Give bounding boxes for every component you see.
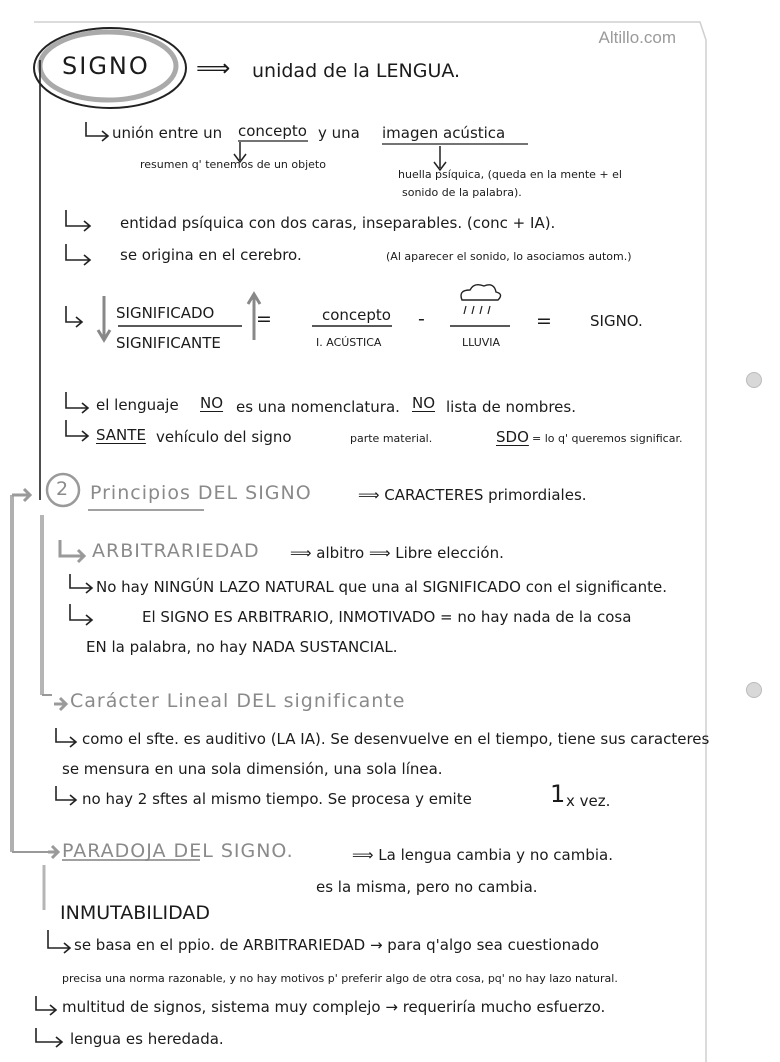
eq-significado: SIGNIFICADO [116,304,215,322]
s2-significar: = lo q' queremos significar. [532,432,683,445]
inmut-line-4: lengua es heredada. [70,1030,224,1048]
paradoja-title: PARADOJA DEL SIGNO. [62,840,294,862]
principios-title: Principios DEL SIGNO [90,482,312,504]
inmut-line-3: multitud de signos, sistema muy complejo → requeriría mucho esfuerzo. [62,998,606,1016]
s2-lenguaje: el lenguaje [96,396,179,414]
lineal-line-1: como el sfte. es auditivo (LA IA). Se desenvuelve en el tiempo, tiene sus caracteres [82,730,710,748]
arb-result: ⟹ albitro ⟹ Libre elección. [290,544,504,562]
eq-equals-2: = [536,310,552,332]
s2-lista: lista de nombres. [446,398,576,416]
watermark: Altillo.com [598,28,676,47]
eq-concepto: concepto [322,306,391,324]
inmut-title: INMUTABILIDAD [60,902,210,924]
eq-lluvia: LLUVIA [462,336,501,349]
eq-imagen-acustica: I. ACÚSTICA [316,336,382,349]
s1-note-image-2: sonido de la palabra). [402,186,522,199]
arb-title: ARBITRARIEDAD [92,540,260,562]
s1-note-image-1: huella psíquica, (queda en la mente + el [398,168,622,181]
s2-no-1: NO [200,394,224,412]
s1-note-concept: resumen q' tenemos de un objeto [140,158,326,171]
s1-image-word: imagen acústica [382,124,506,142]
punch-hole [746,372,762,388]
s1-union-text: unión entre un [112,124,223,142]
s1-origin-text: se origina en el cerebro. [120,246,302,264]
eq-equals-1: = [256,308,272,330]
s2-no-2: NO [412,394,436,412]
s2-vehiculo: vehículo del signo [156,428,292,446]
s2-sante: SANTE [96,426,146,444]
paradoja-result-1: ⟹ La lengua cambia y no cambia. [352,846,613,864]
s2-nomenclatura: es una nomenclatura. [236,398,400,416]
title-sign: SIGNO [62,52,150,80]
arb-line-3: EN la palabra, no hay NADA SUSTANCIAL. [86,638,398,656]
s1-and-text: y una [318,124,360,142]
inmut-line-2: precisa una norma razonable, y no hay motivos p' preferir algo de otra cosa, pq' no hay lazo natural. [62,972,618,985]
rain-cloud-icon [461,285,501,314]
principios-number: 2 [56,478,69,500]
paradoja-result-2: es la misma, pero no cambia. [316,878,538,896]
punch-hole [746,682,762,698]
eq-minus: - [418,308,425,330]
eq-signo: SIGNO. [590,312,643,330]
s1-origin-note: (Al aparecer el sonido, lo asociamos autom.) [386,250,632,263]
lineal-one: 1 [550,780,566,808]
lineal-vez: x vez. [566,792,611,810]
lineal-title: Carácter Lineal DEL significante [70,690,406,712]
title-definition: unidad de la LENGUA. [252,60,461,82]
s2-material: parte material. [350,432,433,445]
inmut-line-1: se basa en el ppio. de ARBITRARIEDAD → para q'algo sea cuestionado [74,936,600,954]
arb-line-2: El SIGNO ES ARBITRARIO, INMOTIVADO = no hay nada de la cosa [142,608,632,626]
lineal-line-3: no hay 2 sftes al mismo tiempo. Se procesa y emite [82,790,472,808]
principios-result: ⟹ CARACTERES primordiales. [358,486,587,504]
lineal-line-2: se mensura en una sola dimensión, una sola línea. [62,760,443,778]
title-arrow: ⟹ [196,54,231,82]
s1-entity-text: entidad psíquica con dos caras, inseparables. (conc + IA). [120,214,556,232]
s2-sdo: SDO [496,428,529,446]
arb-line-1: No hay NINGÚN LAZO NATURAL que una al SIGNIFICADO con el significante. [96,578,668,596]
eq-significante: SIGNIFICANTE [116,334,221,352]
s1-concept-word: concepto [238,122,307,140]
